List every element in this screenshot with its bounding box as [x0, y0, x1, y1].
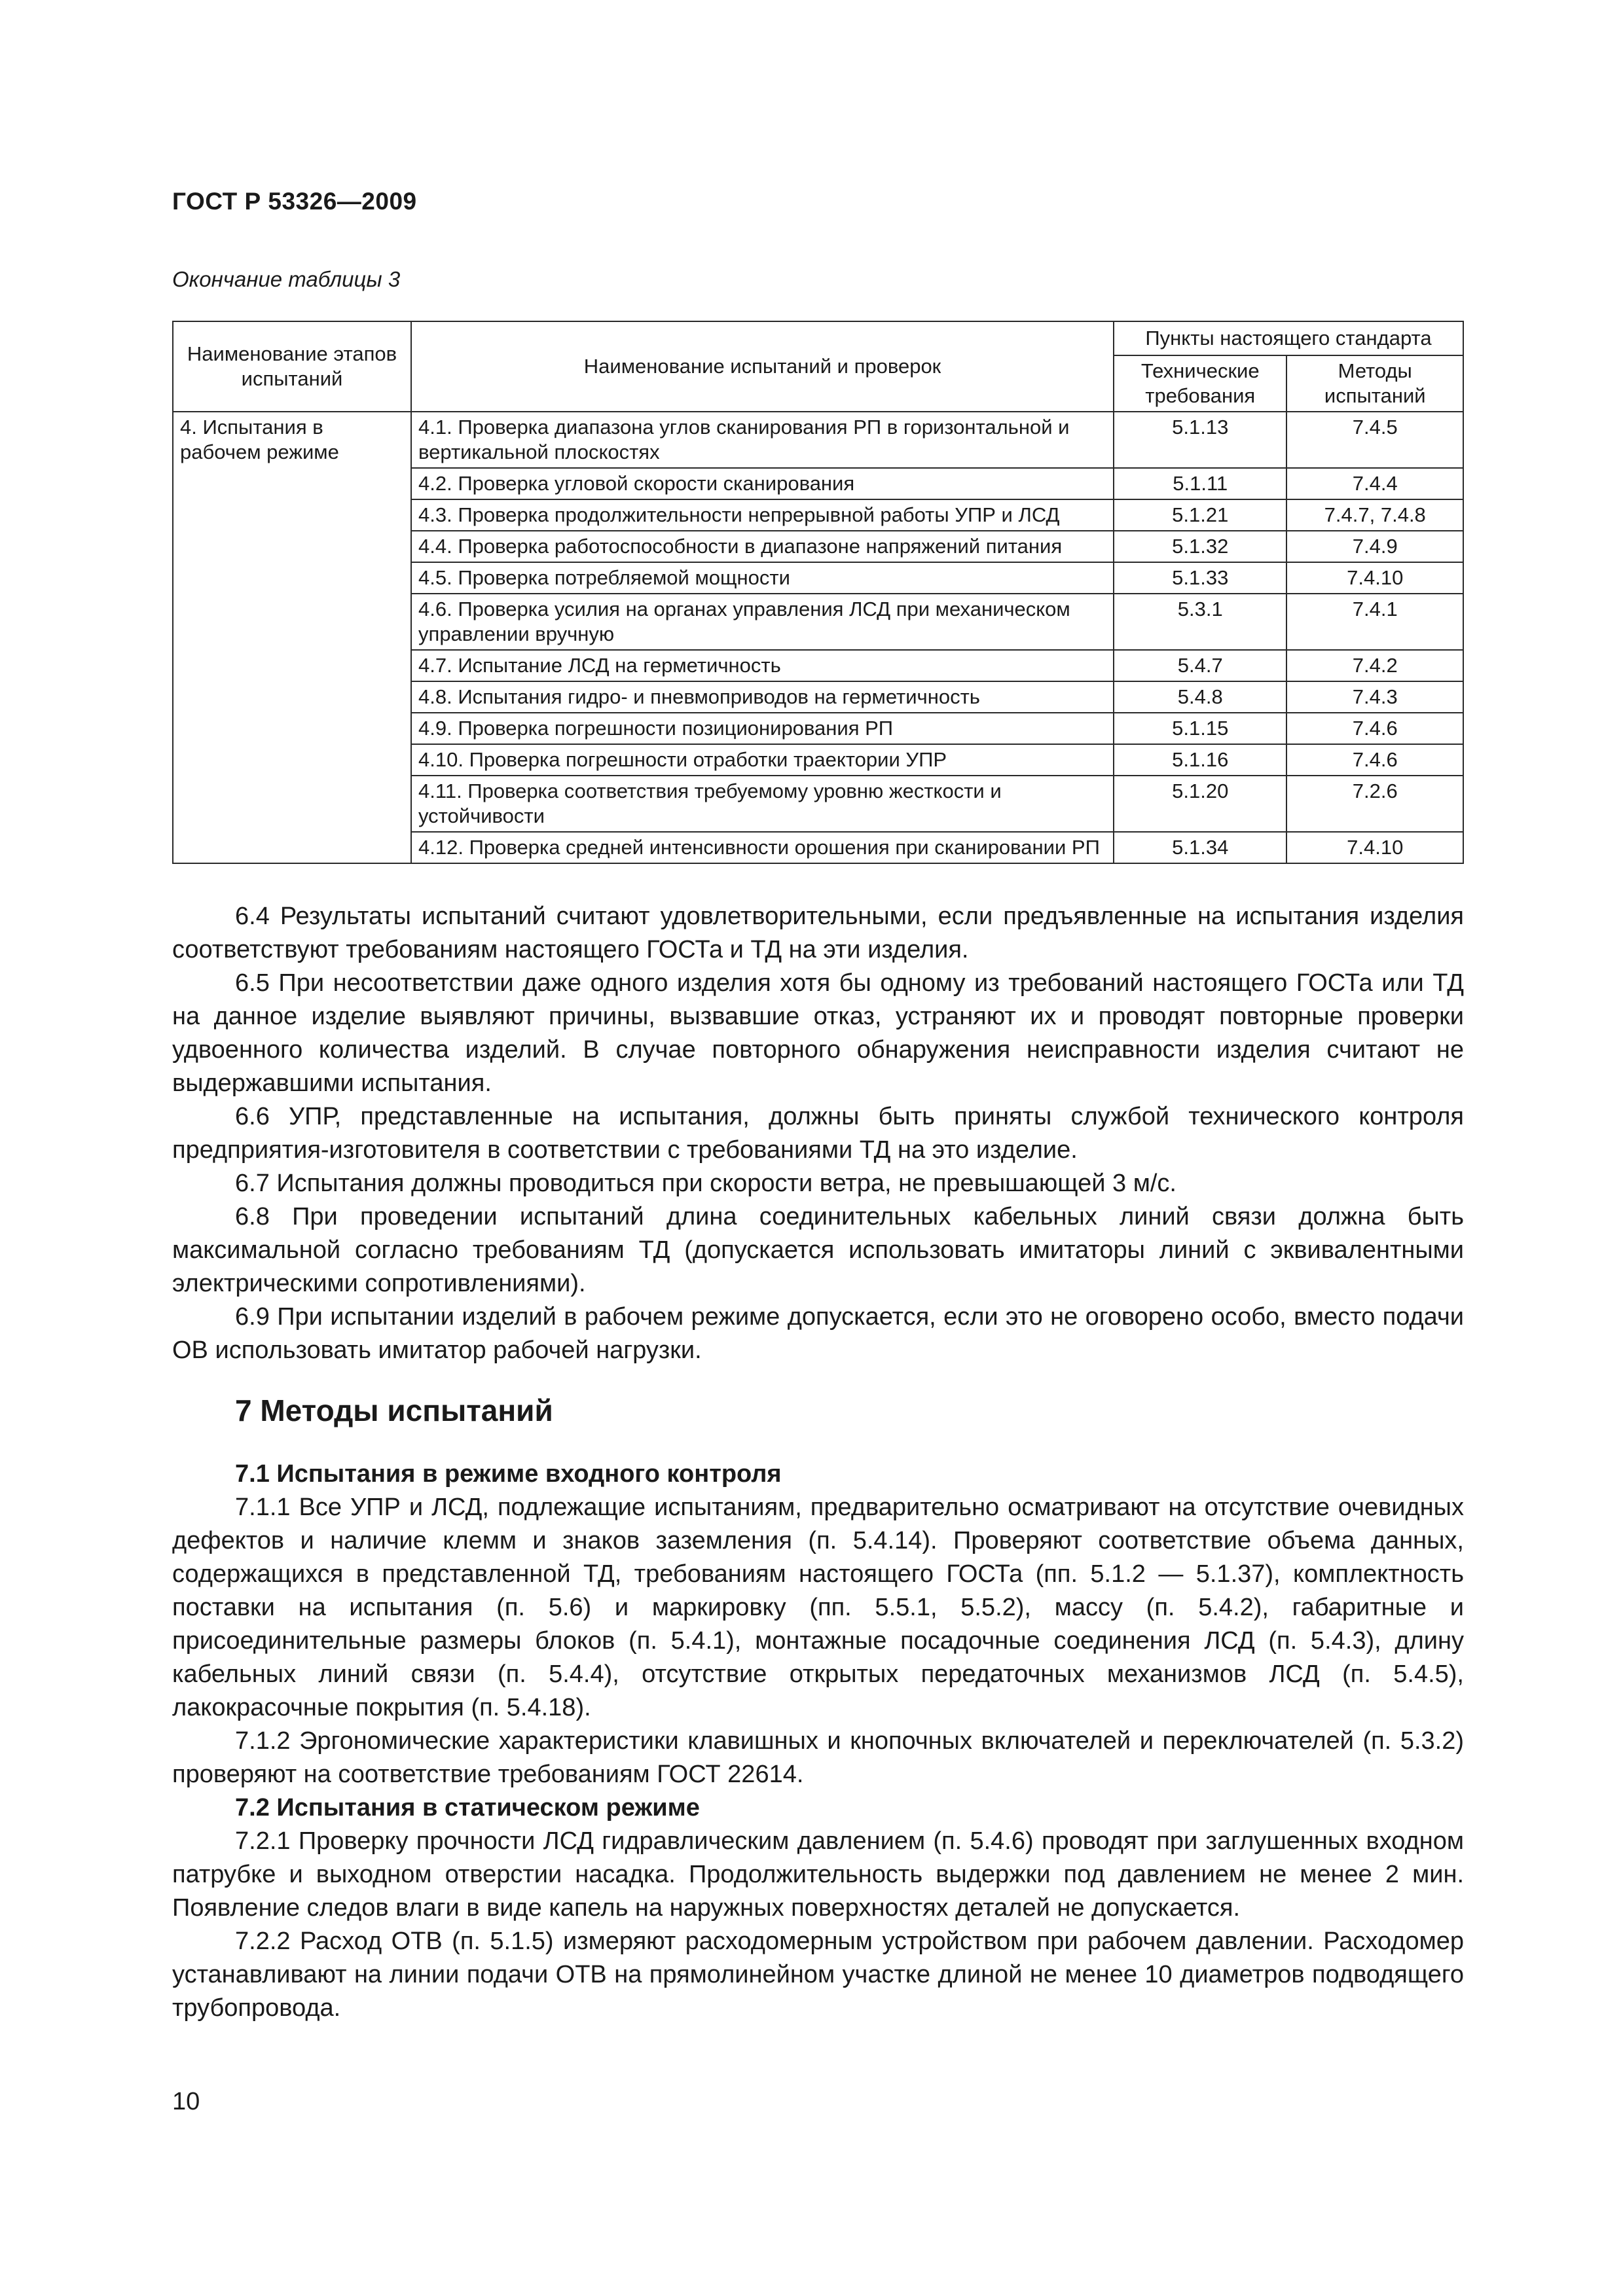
tech-cell: 5.1.16: [1114, 744, 1286, 776]
col-header-name: Наименование испытаний и проверок: [411, 321, 1114, 412]
col-header-points: Пункты настоящего стандарта: [1114, 321, 1463, 355]
method-cell: 7.4.6: [1286, 713, 1463, 744]
method-cell: 7.4.1: [1286, 594, 1463, 650]
tech-cell: 5.1.32: [1114, 531, 1286, 562]
method-cell: 7.4.10: [1286, 832, 1463, 863]
tech-cell: 5.4.8: [1114, 681, 1286, 713]
section-heading-7: 7 Методы испытаний: [235, 1393, 553, 1427]
paragraph-7-2-2: 7.2.2 Расход ОТВ (п. 5.1.5) измеряют расходомерным устройством при рабочем давлении. Расходомер устанавливают на линии подачи ОТВ на прямолинейном участке длиной не менее 10 диаметров подводящего трубопровода.: [172, 1928, 1464, 2022]
test-name-cell: 4.3. Проверка продолжительности непрерывной работы УПР и ЛСД: [411, 499, 1114, 531]
paragraph-7-2-1: 7.2.1 Проверку прочности ЛСД гидравлическим давлением (п. 5.4.6) проводят при заглушенных входном патрубке и выходном отверстии насадка. Продолжительность выдержки под давлением не менее 2 мин. Появление следов влаги в виде капель на наружных поверхностях деталей не допускается.: [172, 1827, 1464, 1922]
body-text: [172, 900, 1464, 2025]
tech-cell: 5.1.11: [1114, 468, 1286, 499]
test-name-cell: 4.12. Проверка средней интенсивности орошения при сканировании РП: [411, 832, 1114, 863]
test-name-cell: 4.8. Испытания гидро- и пневмоприводов на герметичность: [411, 681, 1114, 713]
test-name-cell: 4.5. Проверка потребляемой мощности: [411, 562, 1114, 594]
col-header-stage: Наименование этапов испытаний: [173, 321, 411, 412]
document-header-id: ГОСТ Р 53326—2009: [172, 188, 417, 215]
paragraph-7-1-2: 7.1.2 Эргономические характеристики клавишных и кнопочных включателей и переключателей (п. 5.3.2) проверяют на соответствие требованиям ГОСТ 22614.: [172, 1727, 1464, 1788]
test-name-cell: 4.1. Проверка диапазона углов сканирования РП в горизонтальной и вертикальной плоскостях: [411, 412, 1114, 468]
subsection-heading-7-1: 7.1 Испытания в режиме входного контроля: [235, 1460, 782, 1488]
method-cell: 7.4.7, 7.4.8: [1286, 499, 1463, 531]
test-name-cell: 4.11. Проверка соответствия требуемому уровню жесткости и устойчивости: [411, 776, 1114, 832]
paragraph-6-4: 6.4 Результаты испытаний считают удовлетворительными, если предъявленные на испытания изделия соответствуют требованиям настоящего ГОСТа и ТД на эти изделия.: [172, 903, 1464, 963]
col-header-tech: Технические требования: [1114, 355, 1286, 412]
tech-cell: 5.1.34: [1114, 832, 1286, 863]
method-cell: 7.4.3: [1286, 681, 1463, 713]
col-header-methods: Методы испытаний: [1286, 355, 1463, 412]
table-body: [173, 412, 1463, 863]
tech-cell: 5.1.13: [1114, 412, 1286, 468]
method-cell: 7.4.9: [1286, 531, 1463, 562]
table-caption: Окончание таблицы 3: [172, 267, 401, 291]
paragraph-6-8: 6.8 При проведении испытаний длина соединительных кабельных линий связи должна быть максимальной согласно требованиям ТД (допускается использовать имитаторы линий с эквивалентными электрическими сопротивлениями).: [172, 1203, 1464, 1297]
method-cell: 7.4.5: [1286, 412, 1463, 468]
method-cell: 7.4.2: [1286, 650, 1463, 681]
test-name-cell: 4.6. Проверка усилия на органах управления ЛСД при механическом управлении вручную: [411, 594, 1114, 650]
paragraph-6-6: 6.6 УПР, представленные на испытания, должны быть приняты службой технического контроля предприятия-изготовителя в соответствии с требованиями ТД на это изделие.: [172, 1103, 1464, 1164]
subsection-heading-7-2: 7.2 Испытания в статическом режиме: [235, 1794, 700, 1821]
method-cell: 7.4.10: [1286, 562, 1463, 594]
tech-cell: 5.1.20: [1114, 776, 1286, 832]
method-cell: 7.2.6: [1286, 776, 1463, 832]
tech-cell: 5.1.15: [1114, 713, 1286, 744]
page-number: 10: [172, 2088, 200, 2115]
test-name-cell: 4.4. Проверка работоспособности в диапазоне напряжений питания: [411, 531, 1114, 562]
method-cell: 7.4.6: [1286, 744, 1463, 776]
test-name-cell: 4.9. Проверка погрешности позиционирования РП: [411, 713, 1114, 744]
test-name-cell: 4.10. Проверка погрешности отработки траектории УПР: [411, 744, 1114, 776]
test-name-cell: 4.7. Испытание ЛСД на герметичность: [411, 650, 1114, 681]
tech-cell: 5.1.21: [1114, 499, 1286, 531]
paragraph-7-1-1: 7.1.1 Все УПР и ЛСД, подлежащие испытаниям, предварительно осматривают на отсутствие очевидных дефектов и наличие клемм и знаков заземления (п. 5.4.14). Проверяют соответствие объема данных, содержащихся в представленной ТД, требованиям настоящего ГОСТа (пп. 5.1.2 — 5.1.37), комплектность поставки на испытания (п. 5.6) и маркировку (пп. 5.5.1, 5.5.2), массу (п. 5.4.2), габаритные и присоединительные размеры блоков (п. 5.4.1), монтажные посадочные соединения ЛСД (п. 5.4.3), длину кабельных линий связи (п. 5.4.4), отсутствие открытых передаточных механизмов ЛСД (п. 5.4.5), лакокрасочные покрытия (п. 5.4.18).: [172, 1494, 1464, 1721]
tech-cell: 5.4.7: [1114, 650, 1286, 681]
tech-cell: 5.3.1: [1114, 594, 1286, 650]
paragraph-6-9: 6.9 При испытании изделий в рабочем режиме допускается, если это не оговорено особо, вместо подачи ОВ использовать имитатор рабочей нагрузки.: [172, 1303, 1464, 1364]
method-cell: 7.4.4: [1286, 468, 1463, 499]
table-row: [173, 412, 1463, 468]
table-3: [172, 321, 1464, 864]
paragraph-6-7: 6.7 Испытания должны проводиться при скорости ветра, не превышающей 3 м/с.: [235, 1170, 1176, 1197]
paragraph-6-5: 6.5 При несоответствии даже одного изделия хотя бы одному из требований настоящего ГОСТа или ТД на данное изделие выявляют причины, вызвавшие отказ, устраняют их и проводят повторные проверки удвоенного количества изделий. В случае повторного обнаружения неисправности изделия считают не выдержавшими испытания.: [172, 969, 1464, 1097]
tech-cell: 5.1.33: [1114, 562, 1286, 594]
test-name-cell: 4.2. Проверка угловой скорости сканирования: [411, 468, 1114, 499]
stage-cell: 4. Испытания в рабочем режиме: [173, 412, 411, 863]
